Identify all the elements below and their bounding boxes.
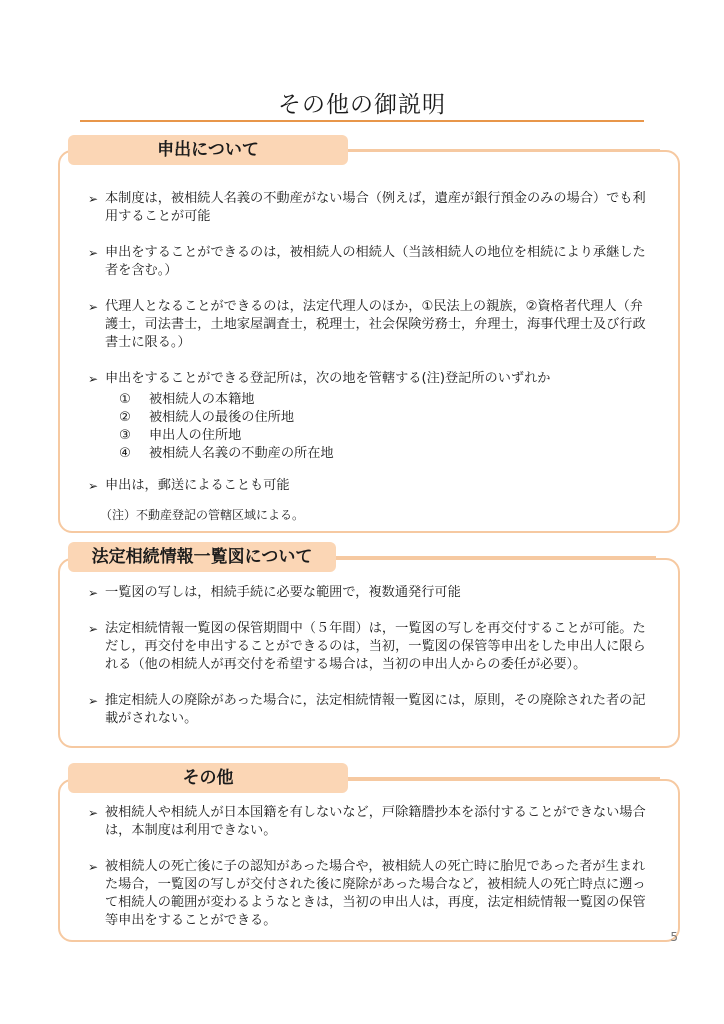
list-item: ➢ 一覧図の写しは，相続手続に必要な範囲で，複数通発行可能 (88, 585, 461, 600)
list-item: ➢ 法定相続情報一覧図の保管期間中（５年間）は，一覧図の写しを再交付することが可能。ただし，再交付を申出することができるのは，当初，一覧図の保管等申出をした申出人に限られる（他の相続人が再交付を希望する場合は，当初の申出人からの委任が必要）。 (88, 621, 646, 672)
list-item: ➢ 代理人となることができるのは，法定代理人のほか，①民法上の親族，②資格者代理人（弁護士，司法書士，土地家屋調査士，税理士，社会保険労務士，弁理士，海事代理士及び行政書士に限る。） (88, 299, 646, 350)
page-number: 5 (670, 930, 678, 944)
arrow-bullet-icon: ➢ (88, 806, 99, 820)
registry-office-sublist (105, 391, 648, 463)
arrow-bullet-icon: ➢ (88, 372, 99, 386)
list-item: ④ 被相続人名義の不動産の所在地 (119, 446, 334, 461)
section-heading-application: 申出について (68, 135, 348, 165)
title-underline (80, 120, 644, 122)
arrow-bullet-icon: ➢ (88, 622, 99, 636)
application-bullet-list (88, 190, 648, 509)
list-item: ➢ 被相続人や相続人が日本国籍を有しないなど，戸除籍謄抄本を添付することができない場合は，本制度は利用できない。 (88, 805, 646, 838)
arrow-bullet-icon: ➢ (88, 479, 99, 493)
arrow-bullet-icon: ➢ (88, 694, 99, 708)
list-item: ② 被相続人の最後の住所地 (119, 410, 295, 425)
section-heading-other: その他 (68, 763, 348, 793)
arrow-bullet-icon: ➢ (88, 246, 99, 260)
list-item: ① 被相続人の本籍地 (119, 392, 255, 407)
list-item: ➢ 推定相続人の廃除があった場合に，法定相続情報一覧図には，原則，その廃除された者の記載がされない。 (88, 693, 646, 726)
arrow-bullet-icon: ➢ (88, 192, 99, 206)
list-item: ➢ 申出は，郵送によることも可能 (88, 478, 290, 493)
arrow-bullet-icon: ➢ (88, 300, 99, 314)
other-bullet-list (88, 804, 648, 944)
certificate-bullet-list (88, 584, 648, 742)
arrow-bullet-icon: ➢ (88, 860, 99, 874)
list-item: ➢ 本制度は，被相続人名義の不動産がない場合（例えば，遺産が銀行預金のみの場合）でも利用することが可能 (88, 191, 646, 224)
list-item: ➢ 申出をすることができる登記所は，次の地を管轄する(注)登記所のいずれか ① 被相続人の本籍地 ② 被相続人の最後の住所地 ③ 申出人の住所地 ④ 被相続人名義の不動産の所在地 (88, 370, 648, 463)
list-item: ③ 申出人の住所地 (119, 428, 242, 443)
page-title: その他の御説明 (278, 92, 446, 118)
arrow-bullet-icon: ➢ (88, 586, 99, 600)
list-item: ➢ 申出をすることができるのは，被相続人の相続人（当該相続人の地位を相続により承継した者を含む。） (88, 245, 646, 278)
section-heading-certificate: 法定相続情報一覧図について (68, 542, 336, 572)
footnote: （注）不動産登記の管轄区域による。 (100, 508, 305, 522)
list-item: ➢ 被相続人の死亡後に子の認知があった場合や，被相続人の死亡時に胎児であった者が生まれた場合，一覧図の写しが交付された後に廃除があった場合など，被相続人の死亡時点に遡って相続人の範囲が変わるようなときは，当初の申出人は，再度，法定相続情報一覧図の保管等申出をすることができる。 (88, 859, 646, 928)
